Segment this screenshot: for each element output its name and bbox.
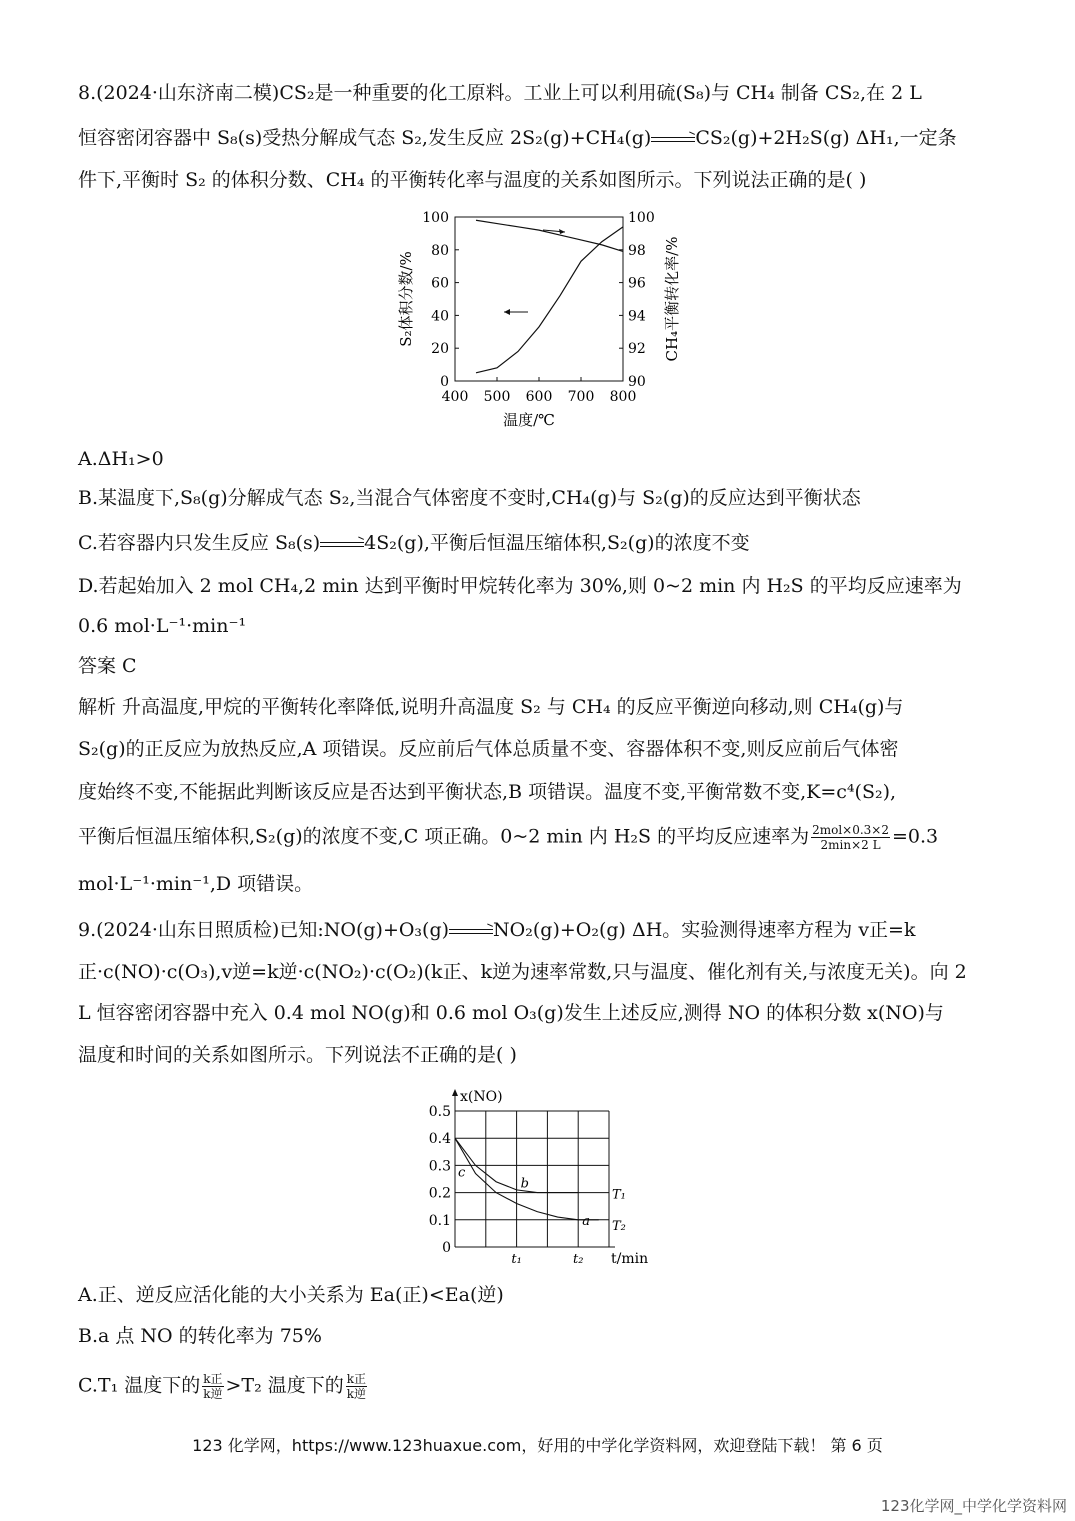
x-axis-label: t/min: [611, 1251, 649, 1267]
y2-tick-label: 100: [628, 210, 655, 226]
point-label-b: b: [520, 1176, 529, 1192]
q9-chart: [415, 1083, 660, 1268]
y-tick-label: 0.3: [428, 1158, 451, 1175]
y-axis-label: S₂体积分数/%: [397, 251, 415, 347]
x-tick-label: 500: [483, 389, 511, 405]
q8-option-d-line2: 0.6 mol·L⁻¹·min⁻¹: [78, 615, 247, 637]
q8-explanation-4a: 平衡后恒温压缩体积,S₂(g)的浓度不变,C 项正确。0~2 min 内 H₂S 的平均反应速率为: [78, 825, 810, 848]
q9-line3: L 恒容密闭容器中充入 0.4 mol NO(g)和 0.6 mol O₃(g)发生上述反应,测得 NO 的体积分数 x(NO)与: [78, 1002, 944, 1024]
k-ratio-1-denominator: k逆: [203, 1387, 223, 1401]
q8-line1: 8.(2024·山东济南二模)CS₂是一种重要的化工原料。工业上可以利用硫(S₈)与 CH₄ 制备 CS₂,在 2 L: [78, 82, 922, 104]
rate-fraction-denominator: 2min×2 L: [820, 838, 881, 852]
q8-line2a: 恒容密闭容器中 S₈(s)受热分解成气态 S₂,发生反应 2S₂(g)+CH₄(g): [78, 127, 652, 149]
q8-explanation-1: 解析 升高温度,甲烷的平衡转化率降低,说明升高温度 S₂ 与 CH₄ 的反应平衡逆向移动,则 CH₄(g)与: [78, 696, 904, 718]
y-tick-label: 40: [431, 308, 449, 325]
x-tick-label: 800: [609, 389, 637, 405]
y-tick-label: 0: [442, 1240, 451, 1256]
y2-tick-label: 94: [628, 308, 646, 325]
plot-frame: [455, 217, 623, 381]
y-tick-label: 20: [431, 341, 449, 358]
q8-option-c-part1: C.若容器内只发生反应 S₈(s): [78, 532, 321, 554]
q8-line2: [78, 125, 957, 151]
s2-fraction-line: [476, 227, 623, 373]
left-arrow-head-icon: [504, 309, 510, 315]
y-tick-label: 60: [431, 275, 449, 292]
k-ratio-2-denominator: k逆: [346, 1387, 367, 1401]
equilibrium-arrow-icon: [651, 134, 695, 144]
q8-explanation-4: [78, 823, 938, 852]
watermark: 123化学网_中学化学资料网: [880, 1497, 1067, 1515]
point-label-c: c: [458, 1165, 466, 1181]
y-tick-label: 0.2: [428, 1185, 451, 1202]
q8-explanation-5: mol·L⁻¹·min⁻¹,D 项错误。: [78, 873, 314, 895]
y2-tick-label: 98: [628, 242, 646, 259]
x-tick-label: 700: [567, 389, 595, 405]
q9-line1b: NO₂(g)+O₂(g) ΔH。实验测得速率方程为 v正=k: [493, 919, 916, 941]
y2-axis-label: CH₄平衡转化率/%: [663, 236, 681, 362]
y-tick-label: 80: [431, 242, 449, 259]
x-tick-label: t₂: [572, 1252, 584, 1267]
q9-line2: 正·c(NO)·c(O₃),v逆=k逆·c(NO₂)·c(O₂)(k正、k逆为速率常数,只与温度、催化剂有关,与浓度无关)。向 2: [78, 961, 967, 983]
x-tick-label: 600: [525, 389, 553, 405]
q9-line1: [78, 917, 916, 943]
q9-option-a: A.正、逆反应活化能的大小关系为 Ea(正)<Ea(逆): [78, 1284, 504, 1306]
q8-option-b: B.某温度下,S₈(g)分解成气态 S₂,当混合气体密度不变时,CH₄(g)与 S₂(g)的反应达到平衡状态: [78, 487, 861, 509]
y2-tick-label: 92: [628, 341, 646, 358]
q9-option-c-part2: >T₂ 温度下的: [225, 1374, 344, 1397]
q8-line3: 件下,平衡时 S₂ 的体积分数、CH₄ 的平衡转化率与温度的关系如图所示。下列说法正确的是( ): [78, 169, 867, 191]
q8-chart: [395, 203, 695, 436]
q8-line2b: CS₂(g)+2H₂S(g) ΔH₁,一定条: [695, 127, 957, 149]
k-ratio-1-numerator: k正: [203, 1372, 223, 1386]
q8-option-a: A.ΔH₁>0: [78, 448, 164, 470]
point-label-a: a: [582, 1213, 590, 1229]
rate-fraction-numerator: 2mol×0.3×2: [812, 823, 889, 837]
y-axis-arrow-icon: [452, 1089, 458, 1096]
q9-line4: 温度和时间的关系如图所示。下列说法不正确的是( ): [78, 1044, 517, 1066]
k-ratio-2-numerator: k正: [346, 1372, 367, 1386]
q8-explanation-4b: =0.3: [891, 825, 939, 848]
series-label-t1: T₁: [612, 1187, 626, 1203]
q9-line1a: 9.(2024·山东日照质检)已知:NO(g)+O₃(g): [78, 919, 450, 941]
y-axis-label: x(NO): [460, 1089, 503, 1105]
q8-explanation-3: 度始终不变,不能据此判断该反应是否达到平衡状态,B 项错误。温度不变,平衡常数不变,K=c⁴(S₂),: [78, 781, 897, 803]
page-footer: 123 化学网，https://www.123huaxue.com，好用的中学化学资料网，欢迎登陆下载！ 第 6 页: [192, 1436, 883, 1455]
ch4-conversion-line: [476, 220, 623, 251]
y-tick-label: 0.5: [428, 1104, 451, 1120]
q8-answer: 答案 C: [78, 655, 137, 677]
q9-option-c: [78, 1372, 369, 1401]
x-axis-label: 温度/℃: [503, 411, 555, 429]
k-ratio-2: [346, 1372, 367, 1401]
k-ratio-1: [202, 1372, 223, 1401]
q8-option-c: [78, 530, 750, 556]
equilibrium-arrow-icon: [449, 926, 493, 936]
q9-chart-svg: [415, 1083, 660, 1268]
y-tick-label: 0: [440, 374, 449, 390]
series-label-t2: T₂: [612, 1218, 626, 1234]
y-tick-label: 100: [422, 210, 449, 226]
equilibrium-arrow-icon: [320, 539, 364, 549]
y2-tick-label: 90: [628, 374, 646, 390]
x-tick-label: 400: [441, 389, 469, 405]
q9-option-b: B.a 点 NO 的转化率为 75%: [78, 1325, 322, 1347]
x-tick-label: t₁: [511, 1252, 522, 1267]
y-tick-label: 0.4: [428, 1131, 451, 1148]
y-tick-label: 0.1: [428, 1212, 451, 1229]
rate-fraction: [811, 823, 890, 852]
q8-chart-svg: [395, 203, 695, 436]
q9-option-c-part1: C.T₁ 温度下的: [78, 1374, 201, 1397]
q8-option-d-line1: D.若起始加入 2 mol CH₄,2 min 达到平衡时甲烷转化率为 30%,则 0~2 min 内 H₂S 的平均反应速率为: [78, 575, 962, 597]
q8-explanation-2: S₂(g)的正反应为放热反应,A 项错误。反应前后气体总质量不变、容器体积不变,则反应前后气体密: [78, 738, 899, 760]
y2-tick-label: 96: [628, 275, 646, 292]
q8-option-c-part2: 4S₂(g),平衡后恒温压缩体积,S₂(g)的浓度不变: [364, 532, 750, 554]
